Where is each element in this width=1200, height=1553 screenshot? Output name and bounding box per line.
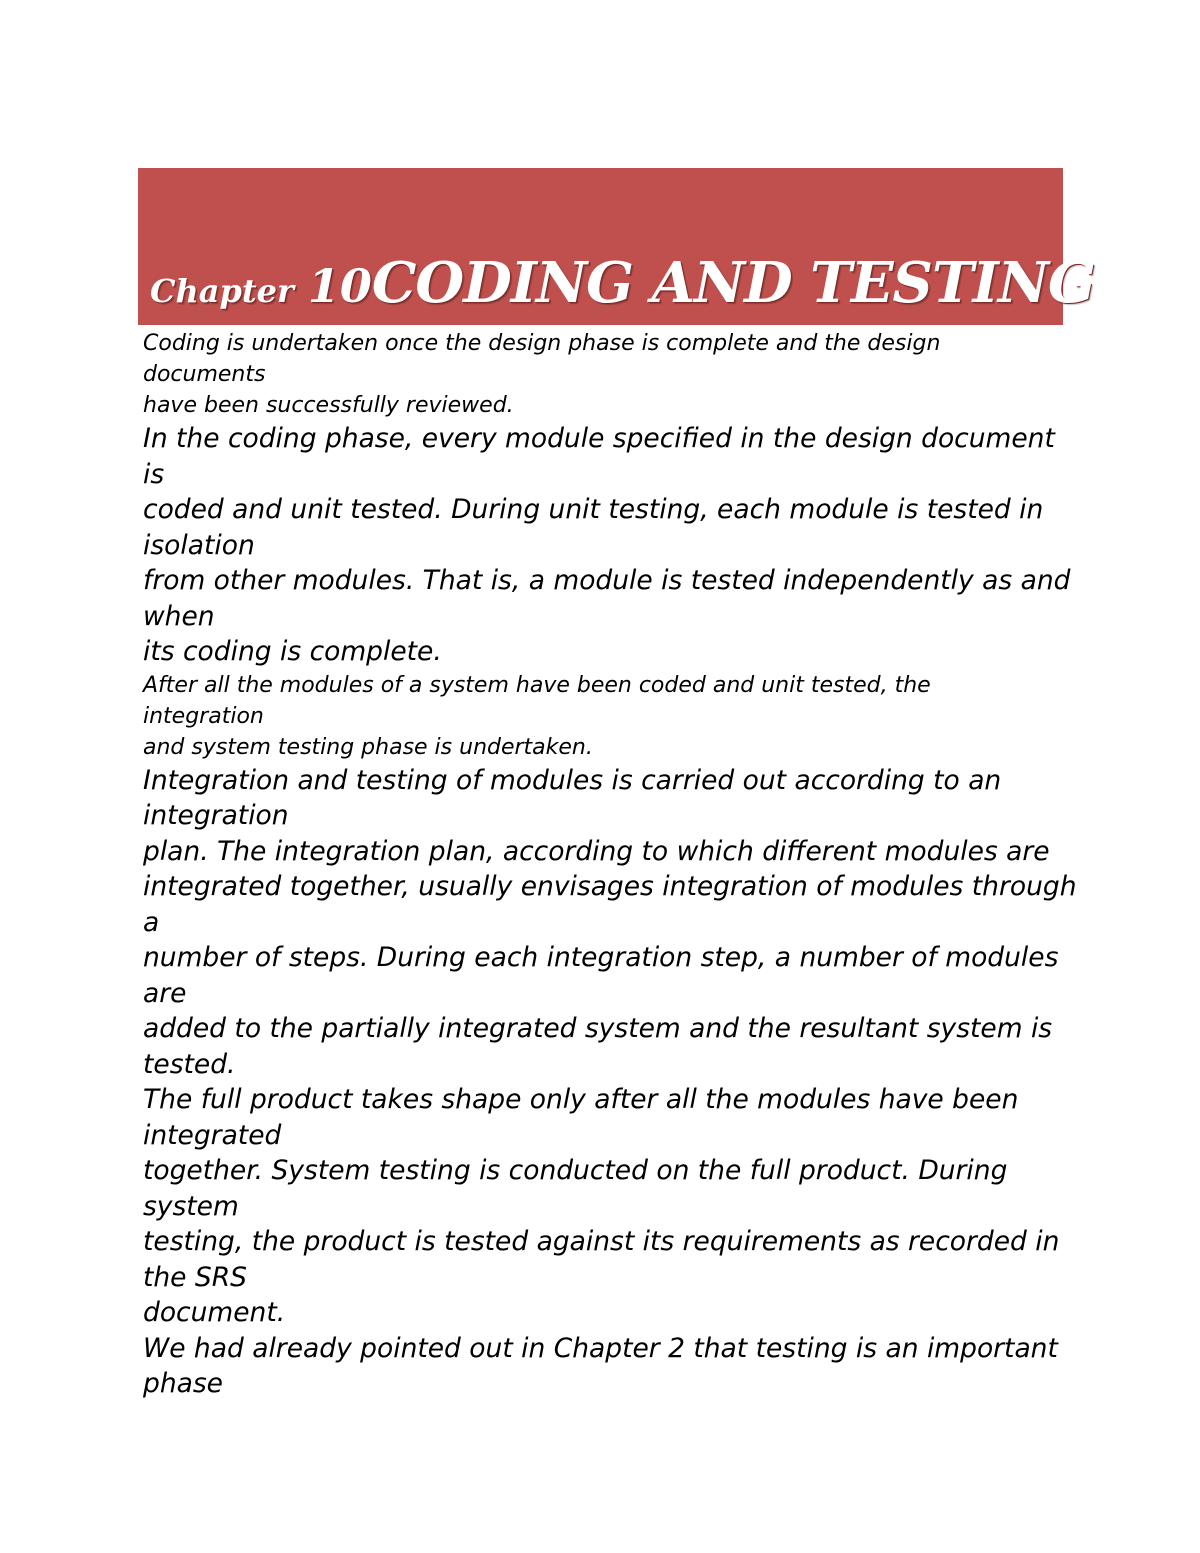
body-line: documents (143, 362, 266, 387)
body-line: We had already pointed out in Chapter 2 that testing is an important (143, 1332, 1058, 1364)
body-line: In the coding phase, every module specified in the design document (143, 423, 1055, 454)
chapter-body (143, 328, 1077, 1402)
body-line: together. System testing is conducted on the full product. During (143, 1155, 1008, 1186)
body-line: added to the partially integrated system and the resultant system is (143, 1013, 1053, 1044)
chapter-banner (138, 168, 1095, 325)
body-line: testing, the product is tested against its requirements as recorded in (143, 1226, 1060, 1257)
body-line: is (143, 458, 165, 490)
body-line: from other modules. That is, a module is tested independently as and (143, 565, 1071, 596)
chapter-title: CODING AND TESTING (371, 250, 1095, 316)
chapter-word: Chapter (150, 272, 294, 310)
body-line: system (143, 1190, 239, 1222)
body-line: The full product takes shape only after all the modules have been (143, 1084, 1019, 1115)
body-line: Integration and testing of modules is carried out according to an (143, 764, 1002, 796)
body-line: number of steps. During each integration step, a number of modules (143, 942, 1059, 973)
body-line: document. (143, 1297, 286, 1328)
chapter-number: 10 (307, 259, 372, 313)
chapter-heading (150, 250, 1095, 316)
body-line: plan. The integration plan, according to which different modules are (143, 835, 1050, 867)
body-line: are (143, 977, 187, 1009)
body-line: integrated (143, 1119, 282, 1151)
body-line: coded and unit tested. During unit testing, each module is tested in (143, 494, 1044, 525)
body-line: integrated together, usually envisages integration of modules through (143, 871, 1077, 902)
body-line: Coding is undertaken once the design phase is complete and the design (143, 331, 941, 356)
body-line: phase (143, 1368, 223, 1399)
body-line: isolation (143, 529, 255, 561)
body-line: the SRS (143, 1261, 247, 1293)
body-line: a (143, 906, 160, 938)
body-line: integration (143, 800, 289, 831)
body-line: when (143, 600, 215, 632)
body-line: and system testing phase is undertaken. (143, 734, 593, 760)
body-line: have been successfully reviewed. (143, 393, 514, 418)
body-line: tested. (143, 1048, 236, 1080)
body-line: integration (143, 703, 264, 729)
body-line: its coding is complete. (143, 636, 442, 667)
body-line: After all the modules of a system have been coded and unit tested, the (143, 672, 931, 698)
